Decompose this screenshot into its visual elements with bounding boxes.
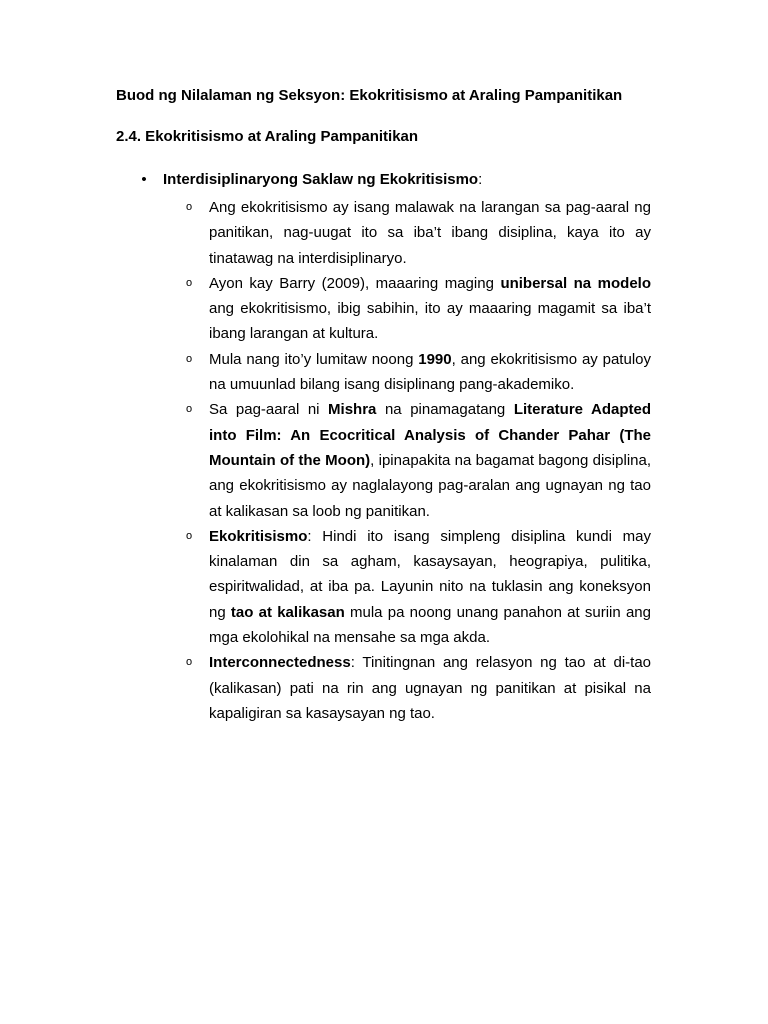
sub-list-item (0, 650, 768, 726)
document-title: Buod ng Nilalaman ng Seksyon: Ekokritisismo at Araling Pampanitikan (116, 87, 623, 104)
sub-bullet-icon: o (185, 403, 193, 416)
bold-segment: Literature Adapted into Film: An Ecocritical Analysis of Chander Pahar (The Mountain of the Moon) (209, 401, 652, 469)
text-segment: ang ekokritisismo, ibig sabihin, ito ay maaaring magamit sa iba’t ibang larangan at kultura. (209, 300, 651, 343)
sub-list-item (0, 195, 768, 271)
text-segment: : Hindi ito isang simpleng disiplina kundi may kinalaman din sa agham, kasaysayan, heograpiya, pulitika, espiritwalidad, at iba pa. Layunin nito na tuklasin ang koneksyon ng (209, 527, 651, 621)
bold-segment: Mishra (328, 401, 377, 419)
sub-item-text (209, 650, 651, 726)
text-segment: : Tinitingnan ang relasyon ng tao at di-tao (kalikasan) pati na rin ang ugnayan ng panitikan at pisikal na kapaligiran sa kasaysayan ng tao. (209, 654, 651, 722)
sub-bullet-icon: o (185, 276, 193, 289)
bold-segment: Interconnectedness (209, 654, 351, 672)
sub-bullet-icon: o (185, 529, 193, 542)
text-segment: Sa pag-aaral ni (209, 401, 329, 419)
sub-item-text (209, 347, 651, 398)
text-segment: Ayon kay Barry (2009), maaaring maging (209, 274, 501, 292)
section-heading: 2.4. Ekokritisismo at Araling Pampanitikan (116, 128, 419, 145)
text-segment: , ang ekokritisismo ay patuloy na umuunlad bilang isang disiplinang pang-akademiko. (209, 350, 651, 394)
text-segment: na pinamagatang (376, 401, 514, 419)
sub-item-text (209, 397, 651, 523)
sub-bullet-icon: o (185, 656, 193, 669)
text-segment: , ipinapakita na bagamat bagong disiplina, ang ekokritisismo ay naglalayong pag-aralan ang ugnayan ng tao at kalikasan sa loob ng panitikan. (209, 451, 651, 520)
sub-list-item (0, 271, 768, 347)
sub-list-item (0, 397, 768, 523)
bold-segment: unibersal na modelo (500, 274, 651, 292)
sub-list (0, 195, 768, 726)
sub-item-text (209, 524, 651, 650)
bold-segment: Ekokritisismo (209, 527, 308, 545)
sub-list-item (0, 347, 768, 398)
bullet-icon: • (141, 171, 147, 188)
bold-segment: 1990 (418, 350, 452, 368)
bullet-label: Interdisiplinaryong Saklaw ng Ekokritisismo (163, 171, 479, 188)
bold-segment: tao at kalikasan (230, 603, 345, 621)
bullet-text (163, 170, 482, 190)
text-segment: Mula nang ito’y lumitaw noong (209, 350, 419, 368)
sub-item-text (209, 271, 651, 347)
sub-bullet-icon: o (185, 201, 193, 213)
text-segment: Ang ekokritisismo ay isang malawak na larangan sa pag-aaral ng panitikan, nag-uugat ito sa iba’t ibang disiplina, kaya ito ay tinatawag na interdisiplinaryo. (209, 199, 651, 267)
sub-bullet-icon: o (185, 352, 193, 365)
bullet-suffix: : (478, 171, 483, 188)
text-segment: mula pa noong unang panahon at suriin ang mga ekolohikal na mensahe sa mga akda. (209, 603, 651, 647)
sub-list-item (0, 524, 768, 650)
sub-item-text (209, 195, 651, 271)
